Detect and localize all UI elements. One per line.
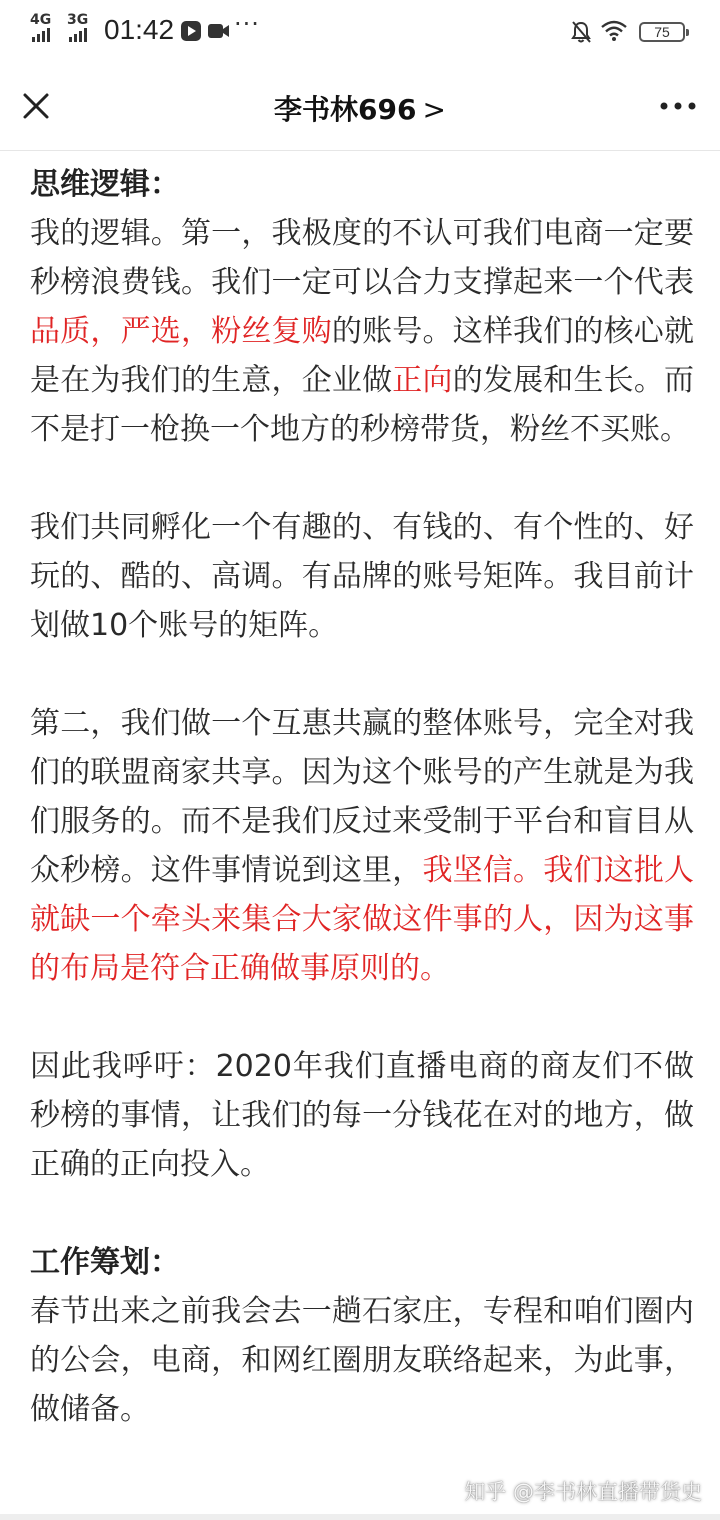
chevron-right-icon: > [422, 93, 446, 126]
text-run: 我的逻辑。第一，我极度的不认可我们电商一定要秒榜浪费钱。我们一定可以合力支撑起来一个代表 [30, 216, 694, 300]
paragraph-spacer [30, 1189, 694, 1238]
zhihu-watermark: 知乎 @李书林直播带货史 [464, 1480, 702, 1504]
highlight-text: 正向 [392, 363, 453, 398]
clock-time: 01:42 [104, 14, 175, 45]
paragraph-plan: 春节出来之前我会去一趟石家庄，专程和咱们圈内的公会，电商，和网红圈朋友联络起来，为此事，做储备。 [30, 1294, 694, 1427]
video-icon [207, 20, 231, 42]
paragraph-appeal: 因此我呼吁：2020年我们直播电商的商友们不做秒榜的事情，让我们的每一分钱花在对的地方，做正确的正向投入。 [30, 1049, 694, 1182]
paragraph-logic-2: 我们共同孵化一个有趣的、有钱的、有个性的、好玩的、酷的、高调。有品牌的账号矩阵。我目前计划做10个账号的矩阵。 [30, 510, 694, 643]
text-run: 第二，我们做一个互惠共赢的整体账号，完全对我们的联盟商家共享。因为这个账号的产生就是为我们服务的。而不是我们反过来受制于平台和盲目从众秒榜。这件事情说到这里， [30, 706, 694, 888]
bottom-divider [0, 1514, 720, 1520]
signal-icon-secondary [69, 26, 87, 42]
more-dots-icon: ··· [234, 10, 260, 38]
paragraph-spacer [30, 993, 694, 1042]
highlight-text: 品质，严选，粉丝复购 [30, 314, 332, 349]
media-play-icon [180, 20, 202, 42]
paragraph-logic-1 [30, 209, 694, 454]
author-title-link[interactable] [0, 88, 720, 128]
wifi-icon [600, 20, 628, 42]
more-horizontal-icon[interactable] [658, 100, 698, 112]
nav-bar [0, 62, 720, 151]
battery-icon: 75 [639, 22, 685, 42]
network-3g-label: 3G [67, 12, 89, 28]
article-body [30, 160, 694, 1434]
paragraph-logic-3 [30, 699, 694, 993]
highlight-text: 我坚信。我们这批人就缺一个牵头来集合大家做这件事的人，因为这事的布局是符合正确做事原则的。 [30, 853, 695, 986]
paragraph-spacer [30, 650, 694, 699]
section-heading-logic: 思维逻辑： [30, 167, 180, 202]
paragraph-spacer [30, 454, 694, 503]
status-bar [0, 0, 720, 62]
signal-icon [32, 26, 50, 42]
network-4g-label: 4G [30, 12, 52, 28]
text-run: 的账号。这样我们的核心就是在为我们的生意，企业做 [30, 314, 695, 398]
page-title: 李书林696 [274, 93, 417, 126]
notifications-off-icon [570, 20, 592, 44]
section-heading-plan: 工作筹划： [30, 1245, 180, 1280]
text-run: 的发展和生长。而不是打一枪换一个地方的秒榜带货，粉丝不买账。 [30, 363, 695, 447]
